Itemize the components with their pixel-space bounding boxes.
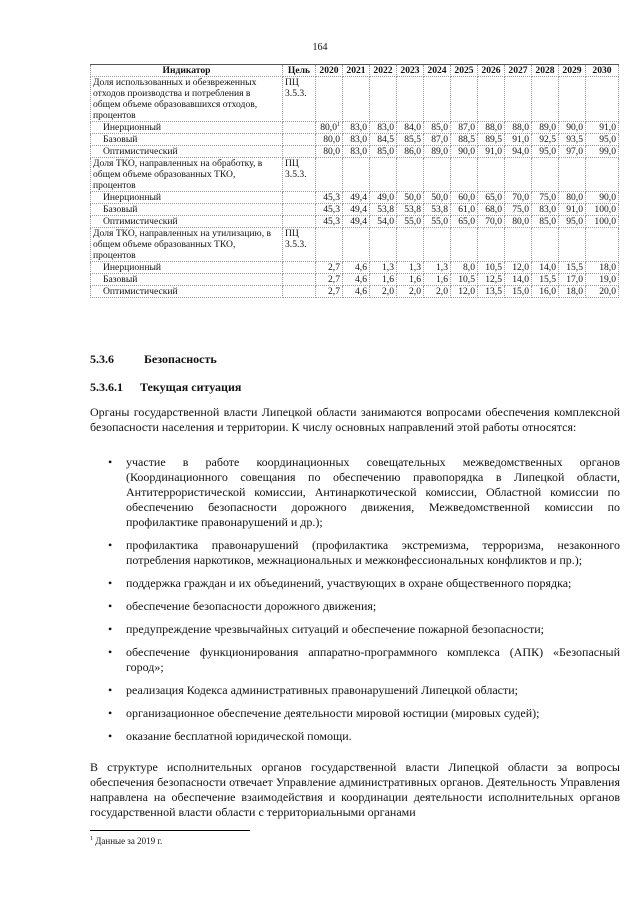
value-cell: 68,0 — [478, 204, 505, 216]
indicator-row — [91, 228, 619, 262]
table-row — [91, 134, 619, 146]
bullet-icon: • — [108, 683, 113, 697]
header-cell: 2024 — [424, 65, 451, 77]
value-cell: 100,0 — [586, 216, 619, 228]
scenario-label: Инерционный — [91, 122, 283, 134]
value-cell: 83,0 — [370, 122, 397, 134]
footnote-ref: 1 — [337, 121, 340, 128]
table-body — [91, 77, 619, 298]
list-item-text: организационное обеспечение деятельности мировой юстиции (мировых судей); — [126, 706, 540, 720]
table-row — [91, 122, 619, 134]
value-cell: 90,0 — [559, 122, 586, 134]
table-row — [91, 146, 619, 158]
indicator-name: Доля ТКО, направленных на утилизацию, в общем объеме образованных ТКО, процентов — [91, 228, 283, 262]
indicator-name: Доля использованных и обезвреженных отходов производства и потребления в общем объеме образовавшихся отходов, процентов — [91, 77, 283, 122]
header-cell: 2030 — [586, 65, 619, 77]
value-cell: 19,0 — [586, 274, 619, 286]
list-item — [90, 538, 620, 568]
value-cell: 88,5 — [451, 134, 478, 146]
value-cell: 15,5 — [559, 262, 586, 274]
value-cell: 18,0 — [586, 262, 619, 274]
empty-cell — [343, 228, 370, 262]
scenario-label: Базовый — [91, 274, 283, 286]
empty-cell — [451, 77, 478, 122]
value-cell: 86,0 — [397, 146, 424, 158]
empty-cell — [316, 77, 343, 122]
section-heading — [90, 352, 217, 367]
value-cell: 93,5 — [559, 134, 586, 146]
empty-cell — [370, 228, 397, 262]
bullet-icon: • — [108, 622, 113, 636]
value-cell: 2,7 — [316, 286, 343, 298]
empty-cell — [559, 77, 586, 122]
value-cell: 80,0 — [559, 192, 586, 204]
empty-cell — [283, 286, 316, 298]
page-number: 164 — [312, 42, 328, 53]
value-cell: 16,0 — [532, 286, 559, 298]
bullet-list — [90, 455, 620, 752]
table-header-row — [91, 65, 619, 77]
value-cell: 12,0 — [451, 286, 478, 298]
value-cell: 55,0 — [397, 216, 424, 228]
list-item — [90, 683, 620, 698]
value-cell: 75,0 — [532, 192, 559, 204]
value-cell: 14,0 — [505, 274, 532, 286]
value-cell: 1,3 — [370, 262, 397, 274]
value-cell: 53,8 — [424, 204, 451, 216]
empty-cell — [559, 228, 586, 262]
empty-cell — [532, 158, 559, 192]
empty-cell — [316, 158, 343, 192]
value-cell: 89,0 — [424, 146, 451, 158]
value-cell: 80,0 — [505, 216, 532, 228]
empty-cell — [397, 228, 424, 262]
empty-cell — [283, 146, 316, 158]
table-row — [91, 262, 619, 274]
value-cell: 100,0 — [586, 204, 619, 216]
empty-cell — [532, 228, 559, 262]
value-cell: 15,0 — [505, 286, 532, 298]
list-item-text: обеспечение безопасности дорожного движения; — [126, 599, 377, 613]
value-cell: 95,0 — [532, 146, 559, 158]
value-cell: 80,0$^1$ — [316, 122, 343, 134]
value-cell: 91,0 — [478, 146, 505, 158]
empty-cell — [424, 228, 451, 262]
value-cell: 91,0 — [586, 122, 619, 134]
value-cell: 45,3 — [316, 192, 343, 204]
value-cell: 84,0 — [397, 122, 424, 134]
value-cell: 83,0 — [343, 146, 370, 158]
footnote-divider — [90, 830, 250, 831]
indicator-table — [90, 64, 619, 298]
indicator-row — [91, 77, 619, 122]
value-cell: 95,0 — [559, 216, 586, 228]
value-cell: 4,6 — [343, 262, 370, 274]
list-item — [90, 622, 620, 637]
value-cell: 91,0 — [505, 134, 532, 146]
empty-cell — [343, 158, 370, 192]
value-cell: 83,0 — [532, 204, 559, 216]
empty-cell — [559, 158, 586, 192]
value-cell: 54,0 — [370, 216, 397, 228]
value-cell: 14,0 — [532, 262, 559, 274]
empty-cell — [283, 262, 316, 274]
scenario-label: Базовый — [91, 134, 283, 146]
scenario-label: Инерционный — [91, 262, 283, 274]
list-item-text: предупреждение чрезвычайных ситуаций и обеспечение пожарной безопасности; — [126, 622, 544, 636]
bullet-icon: • — [108, 645, 113, 659]
empty-cell — [478, 77, 505, 122]
list-item — [90, 576, 620, 591]
footnote-marker: 1 — [90, 836, 93, 842]
value-cell: 49,4 — [343, 204, 370, 216]
empty-cell — [283, 204, 316, 216]
list-item — [90, 645, 620, 675]
value-cell: 13,5 — [478, 286, 505, 298]
value-cell: 60,0 — [451, 192, 478, 204]
value-cell: 94,0 — [505, 146, 532, 158]
value-cell: 49,4 — [343, 192, 370, 204]
value-cell: 53,8 — [397, 204, 424, 216]
empty-cell — [478, 158, 505, 192]
bullet-icon: • — [108, 455, 113, 469]
empty-cell — [505, 158, 532, 192]
value-cell: 80,0 — [316, 134, 343, 146]
value-cell: 80,0 — [316, 146, 343, 158]
table-row — [91, 192, 619, 204]
value-cell: 12,0 — [505, 262, 532, 274]
value-cell: 1,6 — [397, 274, 424, 286]
list-item — [90, 729, 620, 744]
empty-cell — [370, 158, 397, 192]
scenario-label: Базовый — [91, 204, 283, 216]
value-cell: 65,0 — [451, 216, 478, 228]
value-cell: 87,0 — [424, 134, 451, 146]
empty-cell — [370, 77, 397, 122]
bullet-icon: • — [108, 576, 113, 590]
empty-cell — [283, 274, 316, 286]
bullet-icon: • — [108, 538, 113, 552]
value-cell: 45,3 — [316, 216, 343, 228]
value-cell: 2,0 — [424, 286, 451, 298]
value-cell: 70,0 — [505, 192, 532, 204]
bullet-icon: • — [108, 706, 113, 720]
value-cell: 50,0 — [424, 192, 451, 204]
list-item-text: участие в работе координационных совещательных межведомственных органов (Координационного совещания по обеспечению правопорядка в Липецкой области, Антитеррористической комиссии, Антинаркотической комиссии, Областной комиссии по обеспечению безопасности дорожного движения, Межведомственной комиссии по профилактике правонарушений и др.); — [126, 455, 620, 529]
value-cell: 95,0 — [586, 134, 619, 146]
empty-cell — [532, 77, 559, 122]
empty-cell — [451, 228, 478, 262]
scenario-label: Оптимистический — [91, 216, 283, 228]
section-title: Безопасность — [144, 352, 217, 366]
intro-paragraph: Органы государственной власти Липецкой области занимаются вопросами обеспечения комплексной безопасности населения и территории. К числу основных направлений этой работы относятся: — [90, 405, 620, 434]
value-cell: 99,0 — [586, 146, 619, 158]
value-cell: 1,3 — [397, 262, 424, 274]
value-cell: 83,0 — [343, 122, 370, 134]
value-cell: 55,0 — [424, 216, 451, 228]
value-cell: 75,0 — [505, 204, 532, 216]
value-cell: 4,6 — [343, 286, 370, 298]
indicator-goal: ПЦ 3.5.3. — [283, 77, 316, 122]
value-cell: 88,0 — [478, 122, 505, 134]
table-row — [91, 204, 619, 216]
empty-cell — [283, 122, 316, 134]
header-cell: 2028 — [532, 65, 559, 77]
value-cell: 84,5 — [370, 134, 397, 146]
list-item-text: оказание бесплатной юридической помощи. — [126, 729, 352, 743]
empty-cell — [586, 77, 619, 122]
table-row — [91, 286, 619, 298]
value-cell: 45,3 — [316, 204, 343, 216]
scenario-label: Инерционный — [91, 192, 283, 204]
value-cell: 2,0 — [370, 286, 397, 298]
value-cell: 1,3 — [424, 262, 451, 274]
value-cell: 18,0 — [559, 286, 586, 298]
value-cell: 61,0 — [451, 204, 478, 216]
header-cell: 2029 — [559, 65, 586, 77]
empty-cell — [586, 228, 619, 262]
empty-cell — [478, 228, 505, 262]
empty-cell — [397, 158, 424, 192]
value-cell: 8,0 — [451, 262, 478, 274]
empty-cell — [283, 192, 316, 204]
scenario-label: Оптимистический — [91, 146, 283, 158]
empty-cell — [343, 77, 370, 122]
empty-cell — [586, 158, 619, 192]
value-cell: 83,0 — [343, 134, 370, 146]
value-cell: 88,0 — [505, 122, 532, 134]
list-item — [90, 599, 620, 614]
value-cell: 4,6 — [343, 274, 370, 286]
empty-cell — [451, 158, 478, 192]
value-cell: 91,0 — [559, 204, 586, 216]
table-row — [91, 274, 619, 286]
subsection-title: Текущая ситуация — [140, 380, 242, 394]
indicator-goal: ПЦ 3.5.3. — [283, 158, 316, 192]
value-cell: 2,7 — [316, 262, 343, 274]
indicator-goal: ПЦ 3.5.3. — [283, 228, 316, 262]
bullet-icon: • — [108, 599, 113, 613]
table-row — [91, 216, 619, 228]
value-cell: 17,0 — [559, 274, 586, 286]
value-cell: 10,5 — [451, 274, 478, 286]
header-cell: 2025 — [451, 65, 478, 77]
value-cell: 1,6 — [370, 274, 397, 286]
empty-cell — [424, 77, 451, 122]
value-cell: 85,0 — [532, 216, 559, 228]
value-cell: 2,0 — [397, 286, 424, 298]
empty-cell — [505, 77, 532, 122]
value-cell: 50,0 — [397, 192, 424, 204]
list-item-text: реализация Кодекса административных правонарушений Липецкой области; — [126, 683, 518, 697]
closing-paragraph: В структуре исполнительных органов государственной власти Липецкой области за вопросы обеспечения безопасности отвечает Управление административных органов. Деятельность Управления направлена на обеспечение взаимодействия и координации деятельности исполнительных органов государственной власти области с территориальными органами — [90, 760, 620, 819]
section-number: 5.3.6 — [90, 352, 114, 366]
value-cell: 1,6 — [424, 274, 451, 286]
value-cell: 85,5 — [397, 134, 424, 146]
empty-cell — [316, 228, 343, 262]
value-cell: 10,5 — [478, 262, 505, 274]
footnote-text: Данные за 2019 г. — [95, 836, 163, 846]
value-cell: 53,8 — [370, 204, 397, 216]
header-cell: Индикатор — [91, 65, 283, 77]
header-cell: 2021 — [343, 65, 370, 77]
header-cell: 2023 — [397, 65, 424, 77]
indicator-row — [91, 158, 619, 192]
value-cell: 20,0 — [586, 286, 619, 298]
value-cell: 90,0 — [586, 192, 619, 204]
value-cell: 49,0 — [370, 192, 397, 204]
empty-cell — [397, 77, 424, 122]
footnote — [90, 836, 162, 846]
subsection-heading — [90, 380, 241, 395]
value-cell: 65,0 — [478, 192, 505, 204]
header-cell: 2022 — [370, 65, 397, 77]
list-item-text: обеспечение функционирования аппаратно-программного комплекса (АПК) «Безопасный город»; — [126, 645, 620, 674]
bullet-icon: • — [108, 729, 113, 743]
value-cell: 15,5 — [532, 274, 559, 286]
list-item-text: поддержка граждан и их объединений, участвующих в охране общественного порядка; — [126, 576, 572, 590]
empty-cell — [424, 158, 451, 192]
header-cell: 2026 — [478, 65, 505, 77]
empty-cell — [505, 228, 532, 262]
list-item — [90, 706, 620, 721]
value-cell: 85,0 — [370, 146, 397, 158]
indicator-name: Доля ТКО, направленных на обработку, в общем объеме образованных ТКО, процентов — [91, 158, 283, 192]
value-cell: 89,5 — [478, 134, 505, 146]
list-item — [90, 455, 620, 530]
value-cell: 70,0 — [478, 216, 505, 228]
value-cell: 97,0 — [559, 146, 586, 158]
value-cell: 85,0 — [424, 122, 451, 134]
header-cell: Цель — [283, 65, 316, 77]
value-cell: 12,5 — [478, 274, 505, 286]
subsection-number: 5.3.6.1 — [90, 380, 123, 394]
empty-cell — [283, 216, 316, 228]
value-cell: 2,7 — [316, 274, 343, 286]
header-cell: 2020 — [316, 65, 343, 77]
value-cell: 90,0 — [451, 146, 478, 158]
scenario-label: Оптимистический — [91, 286, 283, 298]
value-cell: 92,5 — [532, 134, 559, 146]
empty-cell — [283, 134, 316, 146]
value-cell: 87,0 — [451, 122, 478, 134]
value-cell: 49,4 — [343, 216, 370, 228]
value-cell: 89,0 — [532, 122, 559, 134]
header-cell: 2027 — [505, 65, 532, 77]
list-item-text: профилактика правонарушений (профилактика экстремизма, терроризма, незаконного потребления наркотиков, межнациональных и межконфессиональных конфликтов и пр.); — [126, 538, 620, 567]
